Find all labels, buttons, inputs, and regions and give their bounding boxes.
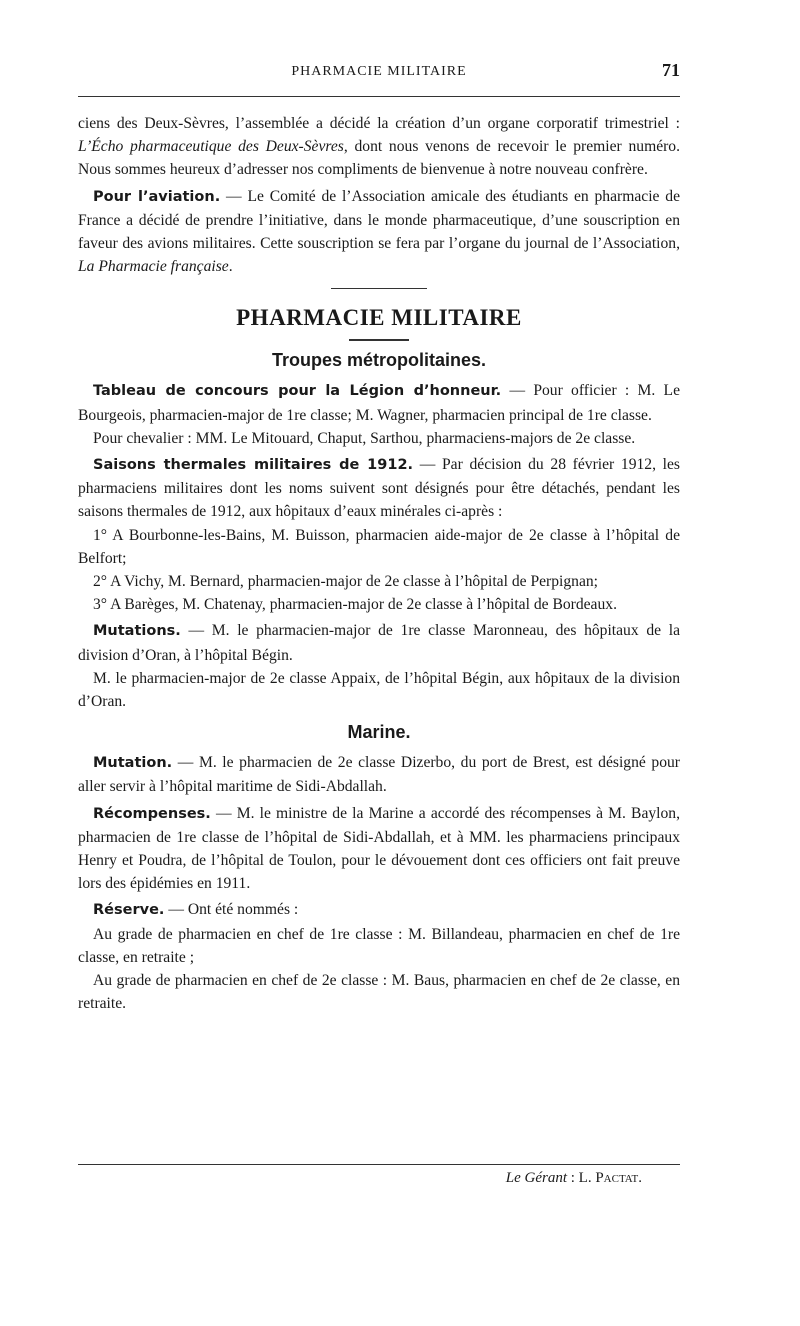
subsection-troupes: Troupes métropolitaines. [271, 350, 487, 371]
page-number: 71 [662, 60, 680, 80]
list-item: 3° A Barèges, M. Chatenay, pharmacien-major de 2e classe à l’hôpital de Bordeaux. [93, 596, 617, 614]
footer-signature: Le Gérant : L. Pactat. [505, 1170, 642, 1186]
paragraph-aviation: Pour l’aviation. — Le Comité de l’Association amicale des étudiants en pharmacie de France a décidé de prendre l’initiative, dans le monde pharmaceutique, d’une souscription en faveur des avions militaires. Cette souscription se fera par l’organe du journal de l’Association, La Pharmacie française. [78, 187, 680, 276]
page-body [78, 112, 680, 1016]
paragraph-deux-sevres: ciens des Deux-Sèvres, l’assemblée a décidé la création d’un organe corporatif trimestriel : L’Écho pharmaceutique des Deux-Sèvres, dont nous venons de recevoir le premier numéro. Nous sommes heureux d’adresser nos compliments de bienvenue à notre nouveau confrère. [78, 115, 681, 179]
reserve-heading: Réserve. [93, 902, 165, 919]
tableau-heading: Tableau de concours pour la Légion d’honneur. [93, 383, 502, 400]
paragraph-chevalier: Pour chevalier : MM. Le Mitouard, Chaput, Sarthou, pharmaciens-majors de 2e classe. [93, 429, 636, 447]
paragraph-mutations: Mutations. — M. le pharmacien-major de 1re classe Maronneau, des hôpitaux de la division d’Oran, à l’hôpital Bégin. [78, 622, 680, 664]
paragraph-mutations-2: M. le pharmacien-major de 2e classe Appaix, de l’hôpital Bégin, aux hôpitaux de la division d’Oran. [78, 669, 680, 711]
recompenses-heading: Récompenses. [93, 805, 211, 822]
running-title: PHARMACIE MILITAIRE [291, 64, 467, 79]
paragraph-saisons: Saisons thermales militaires de 1912. — Par décision du 28 février 1912, les pharmaciens militaires dont les noms suivent sont désignés pour être détachés, pendant les saisons thermales de 1912, aux hôpitaux d’eaux minérales ci-après : [78, 456, 680, 521]
title-rule [349, 339, 409, 341]
aviation-journal: La Pharmacie française [78, 258, 229, 276]
paragraph-reserve-2: Au grade de pharmacien en chef de 2e classe : M. Baus, pharmacien en chef de 2e classe, en retraite. [78, 972, 680, 1013]
mutations-heading: Mutations. [93, 623, 181, 640]
section-divider [331, 288, 427, 289]
aviation-heading: Pour l’aviation. [93, 188, 221, 205]
saisons-heading: Saisons thermales militaires de 1912. [93, 457, 414, 474]
section-title: PHARMACIE MILITAIRE [236, 305, 522, 331]
subsection-marine: Marine. [347, 722, 411, 743]
header-rule [78, 96, 680, 97]
paragraph-reserve: Réserve. — Ont été nommés : [93, 901, 299, 919]
page-header [78, 60, 680, 88]
footer-rule [78, 1164, 680, 1165]
paragraph-recompenses: Récompenses. — M. le ministre de la Marine a accordé des récompenses à M. Baylon, pharmacien de 1re classe de l’hôpital de Sidi-Abdallah, et à MM. les pharmaciens principaux Henry et Poudra, de l’hôpital de Toulon, pour le dévouement dont ces officiers ont fait preuve lors des épidémies en 1911. [78, 804, 680, 893]
mutation-heading: Mutation. [93, 755, 173, 772]
paragraph-reserve-1: Au grade de pharmacien en chef de 1re classe : M. Billandeau, pharmacien en chef de 1re classe, en retraite ; [78, 925, 680, 966]
journal-title: L’Écho pharmaceutique des Deux-Sèvres [78, 138, 344, 156]
paragraph-mutation-marine: Mutation. — M. le pharmacien de 2e classe Dizerbo, du port de Brest, est désigné pour aller servir à l’hôpital maritime de Sidi-Abdallah. [78, 754, 680, 796]
list-item: 2° A Vichy, M. Bernard, pharmacien-major de 2e classe à l’hôpital de Perpignan; [93, 573, 599, 591]
list-item: 1° A Bourbonne-les-Bains, M. Buisson, pharmacien aide-major de 2e classe à l’hôpital de Belfort; [78, 526, 680, 567]
paragraph-tableau: Tableau de concours pour la Légion d’honneur. — Pour officier : M. Le Bourgeois, pharmacien-major de 1re classe; M. Wagner, pharmacien principal de 1re classe. [78, 382, 681, 424]
